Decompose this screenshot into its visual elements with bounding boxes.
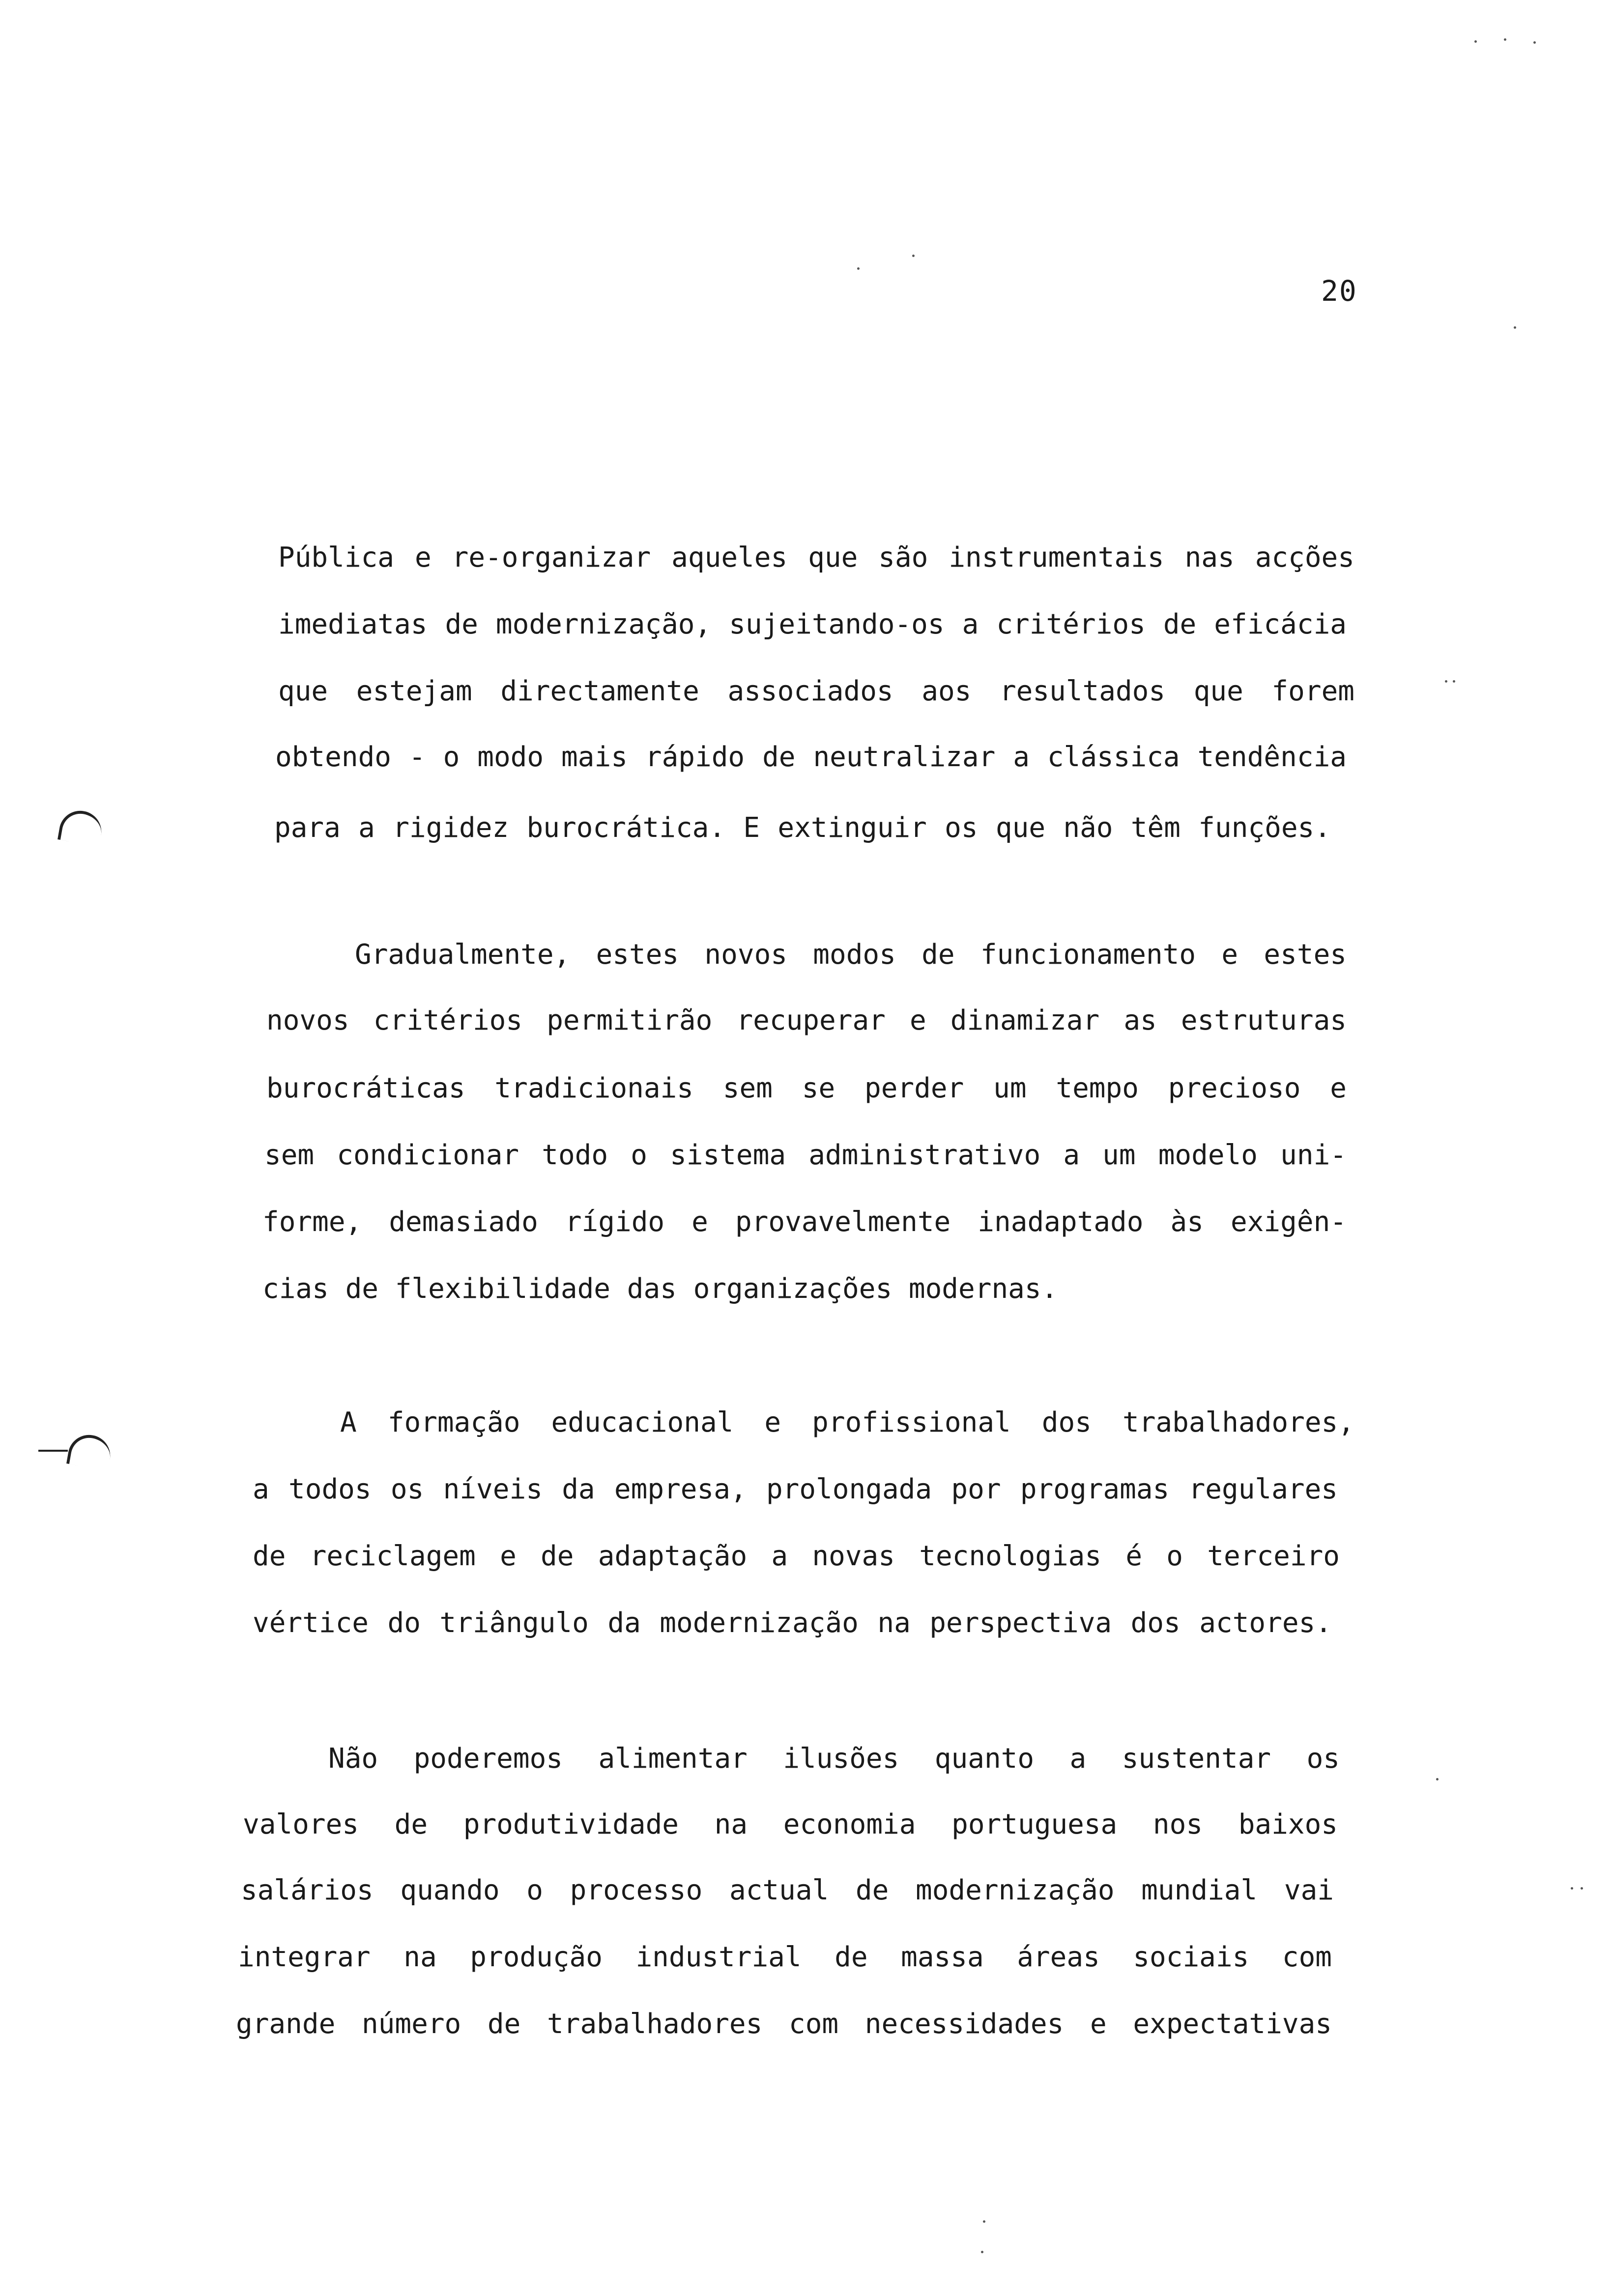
text-line: burocráticas tradicionais sem se perder um tempo precioso e xyxy=(266,1072,1347,1104)
text-line: que estejam directamente associados aos resultados que forem xyxy=(278,675,1354,707)
scan-speck xyxy=(1474,40,1477,43)
scan-speck xyxy=(1533,41,1536,44)
scan-speck xyxy=(1504,38,1506,41)
punch-mark-top xyxy=(58,807,105,847)
scan-speck xyxy=(1514,326,1516,329)
scan-speck xyxy=(1436,1778,1439,1780)
text-line: novos critérios permitirão recuperar e dinamizar as estruturas xyxy=(266,1004,1347,1036)
page-number: 20 xyxy=(1321,274,1357,308)
text-line: forme, demasiado rígido e provavelmente inadaptado às exigên- xyxy=(262,1206,1347,1238)
scan-speck xyxy=(1445,680,1447,683)
text-line: imediatas de modernização, sujeitando-os a critérios de eficácia xyxy=(278,608,1347,640)
punch-mark-dash xyxy=(38,1450,68,1452)
scan-speck xyxy=(1453,680,1455,683)
text-line: vértice do triângulo da modernização na perspectiva dos actores. xyxy=(253,1607,1332,1639)
scan-speck xyxy=(1571,1887,1573,1890)
text-line: obtendo - o modo mais rápido de neutralizar a clássica tendência xyxy=(275,741,1347,773)
punch-mark-middle xyxy=(66,1432,114,1471)
text-line: de reciclagem e de adaptação a novas tecnologias é o terceiro xyxy=(253,1540,1340,1572)
text-line: sem condicionar todo o sistema administrativo a um modelo uni- xyxy=(264,1139,1347,1171)
text-line: para a rigidez burocrática. E extinguir os que não têm funções. xyxy=(274,812,1331,844)
text-line: integrar na produção industrial de massa áreas sociais com xyxy=(238,1941,1332,1973)
scan-speck xyxy=(981,2251,983,2253)
text-line: Gradualmente, estes novos modos de funcionamento e estes xyxy=(355,939,1347,971)
text-line: valores de produtividade na economia portuguesa nos baixos xyxy=(243,1808,1338,1840)
text-line: A formação educacional e profissional dos trabalhadores, xyxy=(340,1406,1354,1438)
text-line: grande número de trabalhadores com necessidades e expectativas xyxy=(236,2008,1332,2040)
scan-speck xyxy=(857,267,860,270)
scan-speck xyxy=(983,2220,985,2223)
text-line: Não poderemos alimentar ilusões quanto a sustentar os xyxy=(328,1743,1340,1775)
scan-speck xyxy=(912,255,915,257)
text-line: a todos os níveis da empresa, prolongada por programas regulares xyxy=(253,1473,1338,1505)
scan-speck xyxy=(1581,1887,1583,1890)
text-line: cias de flexibilidade das organizações modernas. xyxy=(262,1273,1058,1305)
text-line: Pública e re-organizar aqueles que são instrumentais nas acções xyxy=(278,542,1354,574)
text-line: salários quando o processo actual de modernização mundial vai xyxy=(241,1874,1334,1906)
